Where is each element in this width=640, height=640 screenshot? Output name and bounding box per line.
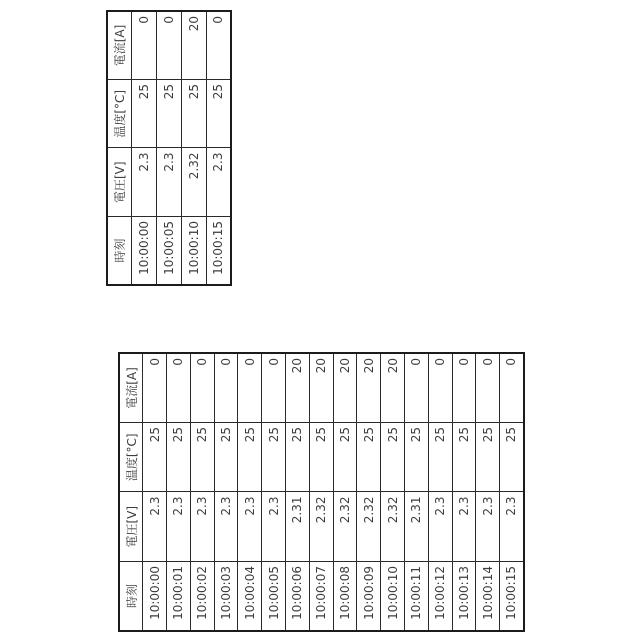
cell-voltage: 2.32	[381, 492, 405, 562]
table-row	[143, 353, 167, 631]
cell-time: 10:00:01	[167, 562, 191, 632]
cell-time: 10:00:00	[143, 562, 167, 632]
cell-current: 0	[167, 353, 191, 423]
table-row	[452, 353, 476, 631]
cell-time: 10:00:04	[238, 562, 262, 632]
cell-time: 10:00:12	[428, 562, 452, 632]
cell-current: 0	[157, 11, 182, 80]
header-cell-current: 電流[A]	[107, 11, 132, 80]
table-row	[190, 353, 214, 631]
cell-current: 0	[143, 353, 167, 423]
cell-voltage: 2.3	[500, 492, 524, 562]
header-cell-voltage: 電圧[V]	[107, 148, 132, 217]
cell-temperature: 25	[405, 423, 429, 493]
cell-voltage: 2.3	[476, 492, 500, 562]
cell-current: 20	[286, 353, 310, 423]
cell-temperature: 25	[452, 423, 476, 493]
cell-temperature: 25	[143, 423, 167, 493]
cell-temperature: 25	[214, 423, 238, 493]
table-head	[119, 353, 143, 631]
header-cell-time: 時刻	[107, 217, 132, 286]
cell-temperature: 25	[238, 423, 262, 493]
header-cell-temperature: 温度[°C]	[107, 80, 132, 149]
cell-voltage: 2.3	[167, 492, 191, 562]
cell-temperature: 25	[428, 423, 452, 493]
cell-voltage: 2.3	[190, 492, 214, 562]
table-body	[132, 11, 231, 285]
table-row	[167, 353, 191, 631]
cell-time: 10:00:15	[206, 217, 231, 286]
detail-measurement-table	[118, 352, 525, 632]
cell-voltage: 2.3	[143, 492, 167, 562]
summary-measurement-table-rotated	[106, 10, 230, 286]
cell-voltage: 2.3	[262, 492, 286, 562]
cell-current: 0	[238, 353, 262, 423]
cell-voltage: 2.3	[428, 492, 452, 562]
cell-current: 20	[181, 11, 206, 80]
cell-temperature: 25	[381, 423, 405, 493]
cell-time: 10:00:05	[262, 562, 286, 632]
cell-current: 0	[214, 353, 238, 423]
table-row	[181, 11, 206, 285]
cell-temperature: 25	[206, 80, 231, 149]
header-row	[107, 11, 132, 285]
detail-measurement-table-rotated	[118, 352, 523, 632]
cell-voltage: 2.31	[286, 492, 310, 562]
table-row	[405, 353, 429, 631]
cell-voltage: 2.31	[405, 492, 429, 562]
cell-time: 10:00:00	[132, 217, 157, 286]
header-cell-temperature: 温度[°C]	[119, 423, 143, 493]
table-row	[357, 353, 381, 631]
cell-current: 20	[381, 353, 405, 423]
cell-time: 10:00:03	[214, 562, 238, 632]
cell-current: 0	[428, 353, 452, 423]
cell-time: 10:00:15	[500, 562, 524, 632]
table-row	[132, 11, 157, 285]
cell-time: 10:00:07	[309, 562, 333, 632]
header-cell-time: 時刻	[119, 562, 143, 632]
cell-voltage: 2.3	[452, 492, 476, 562]
cell-current: 0	[132, 11, 157, 80]
cell-temperature: 25	[357, 423, 381, 493]
cell-time: 10:00:10	[381, 562, 405, 632]
table-row	[476, 353, 500, 631]
table-body	[143, 353, 524, 631]
cell-temperature: 25	[286, 423, 310, 493]
cell-voltage: 2.3	[157, 148, 182, 217]
cell-current: 0	[206, 11, 231, 80]
summary-measurement-table	[106, 10, 232, 286]
cell-time: 10:00:08	[333, 562, 357, 632]
table-row	[309, 353, 333, 631]
cell-voltage: 2.3	[214, 492, 238, 562]
table-head	[107, 11, 132, 285]
cell-current: 0	[500, 353, 524, 423]
cell-temperature: 25	[476, 423, 500, 493]
cell-temperature: 25	[500, 423, 524, 493]
cell-temperature: 25	[181, 80, 206, 149]
cell-temperature: 25	[157, 80, 182, 149]
cell-temperature: 25	[190, 423, 214, 493]
table-row	[238, 353, 262, 631]
cell-current: 20	[357, 353, 381, 423]
cell-temperature: 25	[132, 80, 157, 149]
cell-current: 0	[405, 353, 429, 423]
cell-time: 10:00:06	[286, 562, 310, 632]
cell-temperature: 25	[262, 423, 286, 493]
cell-time: 10:00:09	[357, 562, 381, 632]
cell-time: 10:00:05	[157, 217, 182, 286]
cell-voltage: 2.32	[357, 492, 381, 562]
header-cell-current: 電流[A]	[119, 353, 143, 423]
cell-time: 10:00:11	[405, 562, 429, 632]
table-row	[333, 353, 357, 631]
cell-time: 10:00:02	[190, 562, 214, 632]
cell-current: 0	[476, 353, 500, 423]
table-row	[157, 11, 182, 285]
header-cell-voltage: 電圧[V]	[119, 492, 143, 562]
cell-voltage: 2.32	[309, 492, 333, 562]
cell-time: 10:00:13	[452, 562, 476, 632]
table-row	[381, 353, 405, 631]
cell-current: 20	[333, 353, 357, 423]
cell-time: 10:00:10	[181, 217, 206, 286]
table-row	[286, 353, 310, 631]
cell-temperature: 25	[333, 423, 357, 493]
cell-time: 10:00:14	[476, 562, 500, 632]
header-row	[119, 353, 143, 631]
table-row	[262, 353, 286, 631]
table-row	[500, 353, 524, 631]
cell-voltage: 2.32	[333, 492, 357, 562]
cell-voltage: 2.32	[181, 148, 206, 217]
cell-voltage: 2.3	[132, 148, 157, 217]
cell-current: 0	[190, 353, 214, 423]
table-row	[214, 353, 238, 631]
cell-temperature: 25	[309, 423, 333, 493]
cell-voltage: 2.3	[238, 492, 262, 562]
cell-current: 0	[262, 353, 286, 423]
cell-current: 20	[309, 353, 333, 423]
table-row	[206, 11, 231, 285]
cell-current: 0	[452, 353, 476, 423]
table-row	[428, 353, 452, 631]
cell-voltage: 2.3	[206, 148, 231, 217]
cell-temperature: 25	[167, 423, 191, 493]
